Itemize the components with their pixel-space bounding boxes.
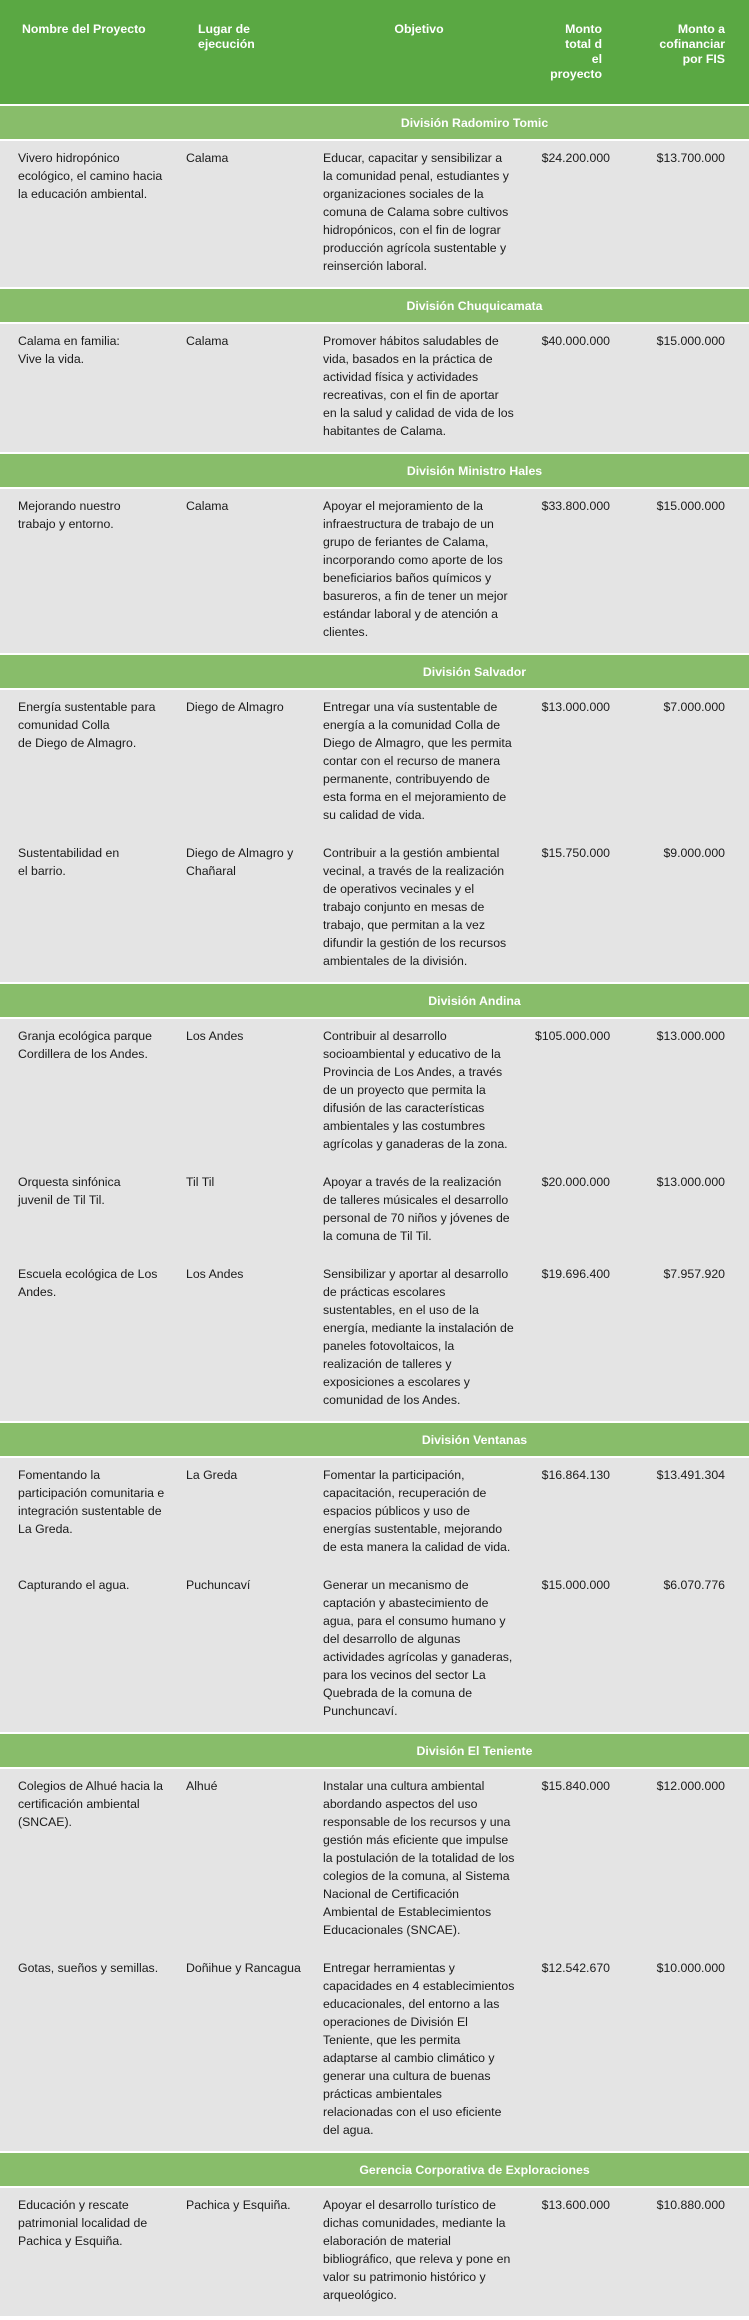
- division-name: Gerencia Corporativa de Exploraciones: [359, 2162, 590, 2177]
- total-amount-cell: $15.750.000: [525, 836, 626, 983]
- project-name-cell: Energía sustentable para comunidad Colla de Diego de Almagro.: [0, 689, 176, 836]
- table-row: [0, 140, 749, 288]
- fis-amount-cell: $7.000.000: [626, 689, 749, 836]
- location-cell: Til Til: [176, 1165, 313, 1257]
- project-name-cell: Educación y rescate patrimonial localidad de Pachica y Esquiña.: [0, 2187, 176, 2316]
- table-row: [0, 488, 749, 654]
- location-cell: Puchuncaví: [176, 1568, 313, 1733]
- total-amount-cell: $40.000.000: [525, 323, 626, 453]
- header-fis-amount: Monto a cofinanciar por FIS: [626, 0, 749, 105]
- header-project-name: Nombre del Proyecto: [0, 0, 176, 105]
- objective-cell: Entregar herramientas y capacidades en 4 establecimientos educacionales, del entorno a las operaciones de División El Teniente, que les permita adaptarse al cambio climático y generar una cultura de buenas prácticas ambientales relacionadas con el uso eficiente del agua.: [313, 1951, 525, 2152]
- table-row: [0, 323, 749, 453]
- table-row: [0, 836, 749, 983]
- fis-amount-cell: $10.000.000: [626, 1951, 749, 2152]
- fis-amount-cell: $13.000.000: [626, 1165, 749, 1257]
- header-objective: Objetivo: [313, 0, 525, 105]
- table-row: [0, 1457, 749, 1568]
- division-header-cell: [0, 288, 749, 323]
- division-header-cell: [0, 654, 749, 689]
- division-header-cell: [0, 983, 749, 1018]
- total-amount-cell: $15.000.000: [525, 1568, 626, 1733]
- objective-cell: Sensibilizar y aportar al desarrollo de prácticas escolares sustentables, en el uso de la energía, mediante la instalación de paneles fotovoltaicos, la realización de talleres y exposiciones a escolares y comunidad de los Andes.: [313, 1257, 525, 1422]
- fis-amount-cell: $12.000.000: [626, 1768, 749, 1951]
- location-cell: Calama: [176, 323, 313, 453]
- division-header-cell: [0, 1422, 749, 1457]
- division-name: División Andina: [428, 993, 521, 1008]
- division-name: División Salvador: [422, 664, 527, 679]
- fis-amount-cell: $13.700.000: [626, 140, 749, 288]
- total-amount-cell: $24.200.000: [525, 140, 626, 288]
- fis-amount-cell: $15.000.000: [626, 488, 749, 654]
- objective-cell: Fomentar la participación, capacitación, recuperación de espacios públicos y uso de energías sustentable, mejorando de esta manera la calidad de vida.: [313, 1457, 525, 1568]
- division-header-row: [0, 105, 749, 140]
- total-amount-cell: $33.800.000: [525, 488, 626, 654]
- total-amount-cell: $105.000.000: [525, 1018, 626, 1165]
- location-cell: Calama: [176, 488, 313, 654]
- location-cell: Los Andes: [176, 1018, 313, 1165]
- location-cell: Diego de Almagro: [176, 689, 313, 836]
- division-header-cell: [0, 2152, 749, 2187]
- table-body: [0, 105, 749, 2316]
- division-header-row: [0, 453, 749, 488]
- objective-cell: Generar un mecanismo de captación y abastecimiento de agua, para el consumo humano y del desarrollo de algunas actividades agrícolas y ganaderas, para los vecinos del sector La Quebrada de la comuna de Punchuncaví.: [313, 1568, 525, 1733]
- division-header-row: [0, 654, 749, 689]
- division-header-cell: [0, 1733, 749, 1768]
- division-header-cell: [0, 105, 749, 140]
- project-name-cell: Gotas, sueños y semillas.: [0, 1951, 176, 2152]
- project-name-cell: Escuela ecológica de Los Andes.: [0, 1257, 176, 1422]
- objective-cell: Entregar una vía sustentable de energía a la comunidad Colla de Diego de Almagro, que les permita contar con el recurso de manera permanente, contribuyendo de esta forma en el mejoramiento de su calidad de vida.: [313, 689, 525, 836]
- division-header-cell: [0, 453, 749, 488]
- fis-amount-cell: $9.000.000: [626, 836, 749, 983]
- total-amount-cell: $19.696.400: [525, 1257, 626, 1422]
- fis-amount-cell: $13.000.000: [626, 1018, 749, 1165]
- location-cell: Los Andes: [176, 1257, 313, 1422]
- project-name-cell: Mejorando nuestro trabajo y entorno.: [0, 488, 176, 654]
- location-cell: Doñihue y Rancagua: [176, 1951, 313, 2152]
- division-header-row: [0, 1733, 749, 1768]
- table-row: [0, 1951, 749, 2152]
- header-location: Lugar de ejecución: [176, 0, 313, 105]
- project-name-cell: Calama en familia: Vive la vida.: [0, 323, 176, 453]
- fis-amount-cell: $15.000.000: [626, 323, 749, 453]
- fis-amount-cell: $10.880.000: [626, 2187, 749, 2316]
- total-amount-cell: $12.542.670: [525, 1951, 626, 2152]
- table-row: [0, 1568, 749, 1733]
- fis-amount-cell: $7.957.920: [626, 1257, 749, 1422]
- total-amount-cell: $13.000.000: [525, 689, 626, 836]
- fis-amount-cell: $13.491.304: [626, 1457, 749, 1568]
- project-name-cell: Granja ecológica parque Cordillera de los Andes.: [0, 1018, 176, 1165]
- project-name-cell: Colegios de Alhué hacia la certificación ambiental (SNCAE).: [0, 1768, 176, 1951]
- division-name: División Radomiro Tomic: [400, 115, 549, 130]
- table-row: [0, 1257, 749, 1422]
- table-header: [0, 0, 749, 105]
- location-cell: Pachica y Esquiña.: [176, 2187, 313, 2316]
- division-name: División Ministro Hales: [406, 463, 543, 478]
- location-cell: La Greda: [176, 1457, 313, 1568]
- table-row: [0, 689, 749, 836]
- location-cell: Calama: [176, 140, 313, 288]
- objective-cell: Contribuir al desarrollo socioambiental y educativo de la Provincia de Los Andes, a través de un proyecto que permita la difusión de las características ambientales y las costumbres agrícolas y ganaderas de la zona.: [313, 1018, 525, 1165]
- table-row: [0, 2187, 749, 2316]
- header-total-amount: Monto total d el proyecto: [525, 0, 626, 105]
- division-name: División Chuquicamata: [406, 298, 543, 313]
- project-name-cell: Fomentando la participación comunitaria e integración sustentable de La Greda.: [0, 1457, 176, 1568]
- location-cell: Alhué: [176, 1768, 313, 1951]
- fis-amount-cell: $6.070.776: [626, 1568, 749, 1733]
- division-header-row: [0, 2152, 749, 2187]
- division-header-row: [0, 983, 749, 1018]
- total-amount-cell: $20.000.000: [525, 1165, 626, 1257]
- division-name: División El Teniente: [416, 1743, 533, 1758]
- objective-cell: Apoyar a través de la realización de talleres músicales el desarrollo personal de 70 niños y jóvenes de la comuna de Til Til.: [313, 1165, 525, 1257]
- objective-cell: Promover hábitos saludables de vida, basados en la práctica de actividad física y actividades recreativas, con el fin de aportar en la salud y calidad de vida de los habitantes de Calama.: [313, 323, 525, 453]
- table-row: [0, 1768, 749, 1951]
- project-name-cell: Sustentabilidad en el barrio.: [0, 836, 176, 983]
- objective-cell: Apoyar el desarrollo turístico de dichas comunidades, mediante la elaboración de material bibliográfico, que releva y pone en valor su patrimonio histórico y arqueológico.: [313, 2187, 525, 2316]
- total-amount-cell: $13.600.000: [525, 2187, 626, 2316]
- objective-cell: Educar, capacitar y sensibilizar a la comunidad penal, estudiantes y organizaciones sociales de la comuna de Calama sobre cultivos hidropónicos, con el fin de lograr producción agrícola sustentable y reinserción laboral.: [313, 140, 525, 288]
- total-amount-cell: $15.840.000: [525, 1768, 626, 1951]
- objective-cell: Instalar una cultura ambiental abordando aspectos del uso responsable de los recursos y una gestión más eficiente que impulse la postulación de la totalidad de los colegios de la comuna, al Sistema Nacional de Certificación Ambiental de Establecimientos Educacionales (SNCAE).: [313, 1768, 525, 1951]
- project-name-cell: Vivero hidropónico ecológico, el camino hacia la educación ambiental.: [0, 140, 176, 288]
- project-name-cell: Orquesta sinfónica juvenil de Til Til.: [0, 1165, 176, 1257]
- table-row: [0, 1165, 749, 1257]
- objective-cell: Apoyar el mejoramiento de la infraestructura de trabajo de un grupo de feriantes de Calama, incorporando como aporte de los beneficiarios baños químicos y basureros, a fin de tener un mejor estándar laboral y de atención a clientes.: [313, 488, 525, 654]
- division-header-row: [0, 1422, 749, 1457]
- table-row: [0, 1018, 749, 1165]
- division-header-row: [0, 288, 749, 323]
- location-cell: Diego de Almagro y Chañaral: [176, 836, 313, 983]
- project-name-cell: Capturando el agua.: [0, 1568, 176, 1733]
- objective-cell: Contribuir a la gestión ambiental vecinal, a través de la realización de operativos vecinales y el trabajo conjunto en mesas de trabajo, que permitan a la vez difundir la gestión de los recursos ambientales de la división.: [313, 836, 525, 983]
- total-amount-cell: $16.864.130: [525, 1457, 626, 1568]
- division-name: División Ventanas: [421, 1432, 528, 1447]
